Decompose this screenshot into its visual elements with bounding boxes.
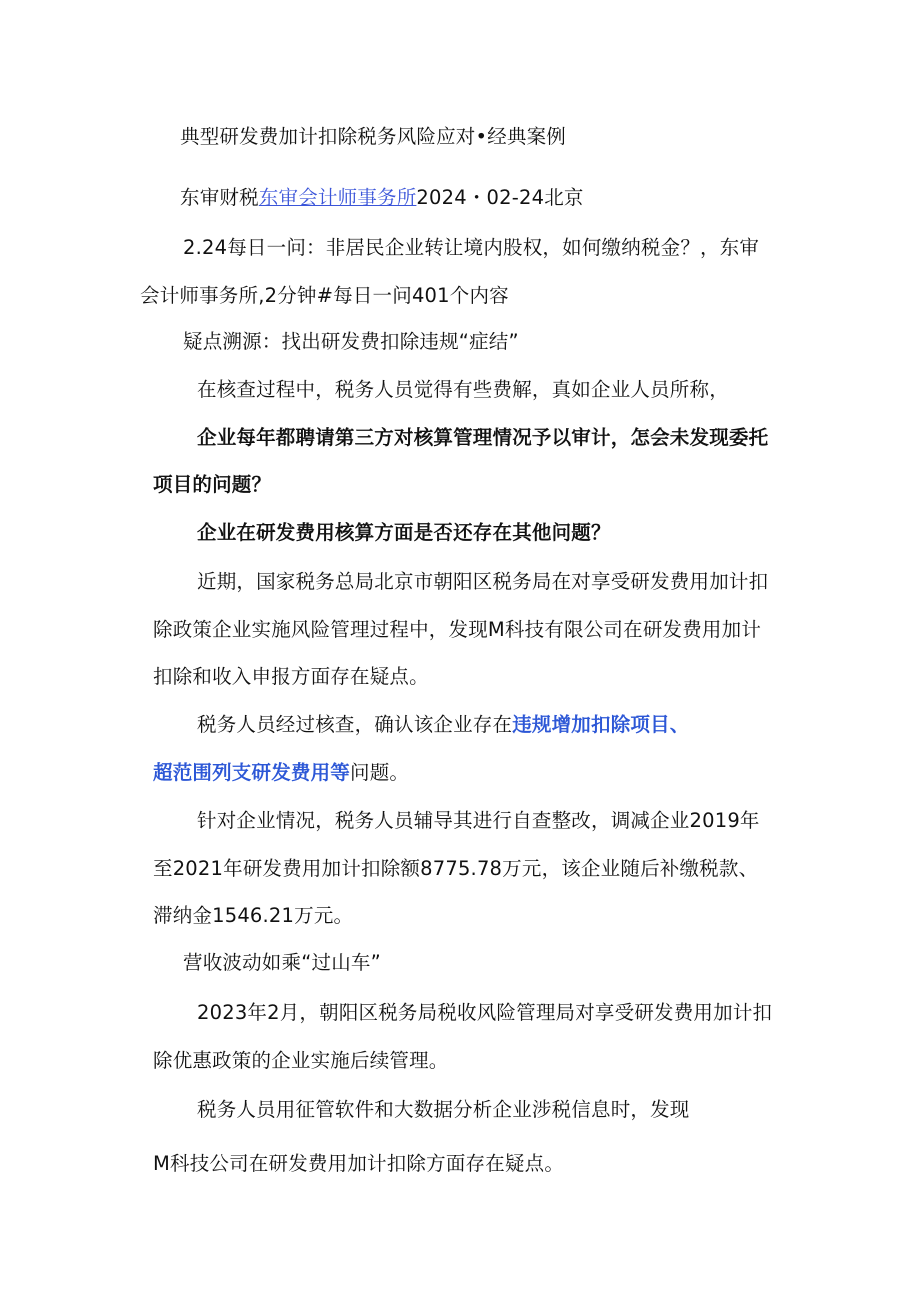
paragraph-4-line-3: 滞纳金1546.21万元。 [153,904,354,927]
paragraph-4-line-2: 至2021年研发费用加计扣除额8775.78万元，该企业随后补缴税款、 [153,857,759,880]
article-title: 典型研发费加计扣除税务风险应对•经典案例 [180,125,567,148]
meta-source: 东审财税 [180,186,259,209]
paragraph-4-line-1: 针对企业情况，税务人员辅导其进行自查整改，调减企业2019年 [197,809,760,832]
highlight-violation-1: 违规增加扣除项目、 [512,713,690,736]
question-1-line-2: 项目的问题？ [153,473,272,496]
intro-line-2: 会计师事务所,2分钟#每日一问401个内容 [140,284,509,307]
article-meta [180,185,584,211]
paragraph-1: 在核查过程中，税务人员觉得有些费解，真如企业人员所称， [197,378,729,401]
section-heading-1: 疑点溯源：找出研发费扣除违规“症结” [183,330,519,353]
paragraph-3-suffix: 问题。 [350,761,410,784]
paragraph-2-line-1: 近期，国家税务总局北京市朝阳区税务局在对享受研发费用加计扣 [197,570,769,593]
highlight-violation-2: 超范围列支研发费用等 [153,761,351,784]
paragraph-2-line-2: 除政策企业实施风险管理过程中，发现M科技有限公司在研发费用加计 [153,618,762,641]
paragraph-3-prefix: 税务人员经过核查，确认该企业存在 [197,713,513,736]
question-2: 企业在研发费用核算方面是否还存在其他问题？ [197,521,611,544]
meta-date-location: 2024・02-24北京 [416,186,584,209]
paragraph-3-line-2 [153,760,409,786]
paragraph-3-line-1 [197,712,690,738]
meta-firm-link[interactable]: 东审会计师事务所 [258,186,417,209]
paragraph-2-line-3: 扣除和收入申报方面存在疑点。 [153,665,429,688]
paragraph-6-line-1: 税务人员用征管软件和大数据分析企业涉税信息时，发现 [197,1098,690,1121]
section-heading-2: 营收波动如乘“过山车” [183,951,381,974]
intro-line-1: 2.24每日一问：非居民企业转让境内股权，如何缴纳税金？，东审 [183,236,760,259]
paragraph-6-line-2: M科技公司在研发费用加计扣除方面存在疑点。 [153,1152,565,1175]
question-1-line-1: 企业每年都聘请第三方对核算管理情况予以审计，怎会未发现委托 [197,426,769,449]
paragraph-5-line-2: 除优惠政策的企业实施后续管理。 [153,1049,449,1072]
paragraph-5-line-1: 2023年2月，朝阳区税务局税收风险管理局对享受研发费用加计扣 [197,1001,773,1024]
